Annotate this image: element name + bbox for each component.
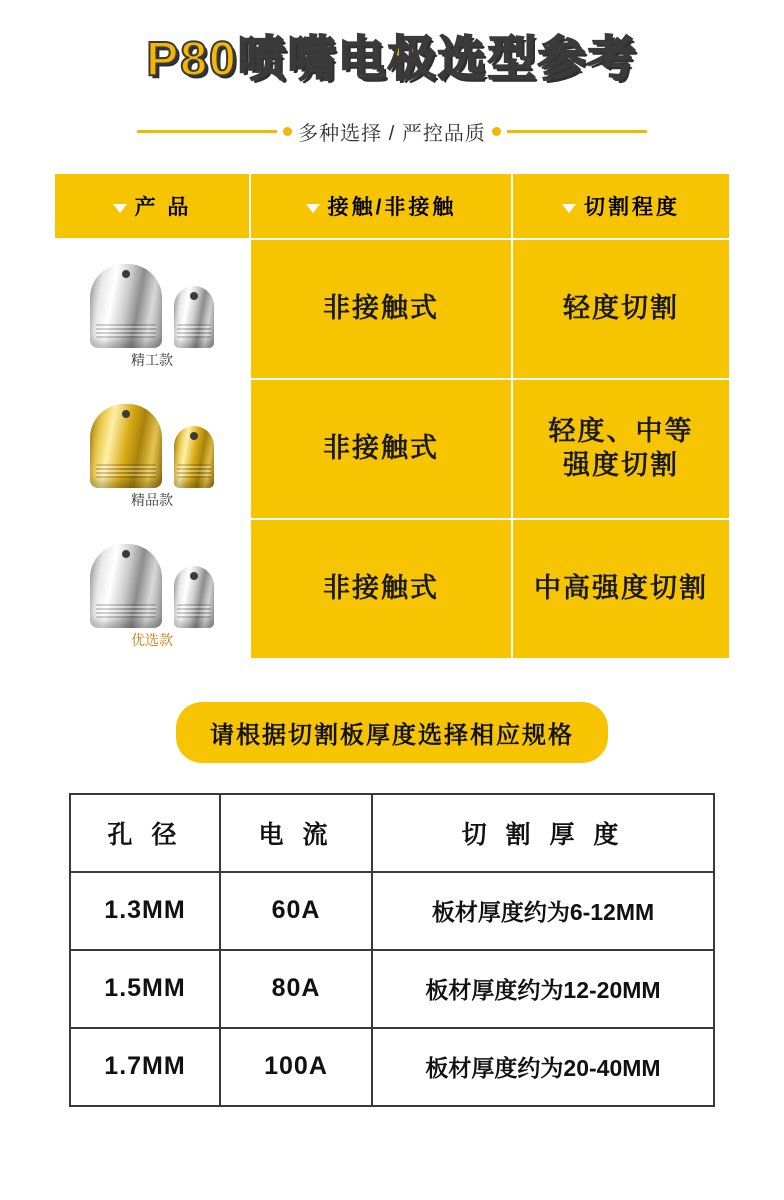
caret-down-icon bbox=[306, 204, 320, 213]
spec-current-1: 60A bbox=[220, 872, 372, 950]
product-cell-3 bbox=[54, 519, 250, 659]
contact-cell-2: 非接触式 bbox=[250, 379, 512, 519]
electrode-small-icon bbox=[174, 286, 214, 348]
spec-thickness-3: 板材厚度约为20-40MM bbox=[372, 1028, 714, 1106]
spec-thickness-1: 板材厚度约为6-12MM bbox=[372, 872, 714, 950]
nozzle-image-1 bbox=[90, 248, 214, 348]
degree-cell-2-line1: 轻度、中等 bbox=[548, 416, 694, 447]
nozzle-image-3 bbox=[90, 528, 214, 628]
degree-cell-2 bbox=[512, 379, 730, 519]
spec-thickness-2: 板材厚度约为12-20MM bbox=[372, 950, 714, 1028]
product-table-header-product bbox=[54, 173, 250, 239]
spec-bore-2: 1.5MM bbox=[70, 950, 220, 1028]
spec-bore-1: 1.3MM bbox=[70, 872, 220, 950]
spec-table-header-row bbox=[70, 794, 714, 872]
product-table-header-degree bbox=[512, 173, 730, 239]
banner-wrapper bbox=[0, 702, 784, 763]
spec-header-thickness: 切 割 厚 度 bbox=[372, 794, 714, 872]
degree-cell-2-line2: 强度切割 bbox=[563, 449, 679, 480]
product-label-2: 精品款 bbox=[131, 491, 173, 508]
nozzle-large-icon bbox=[90, 404, 162, 488]
caret-down-icon bbox=[562, 204, 576, 213]
spec-header-current: 电 流 bbox=[220, 794, 372, 872]
spec-table bbox=[69, 793, 715, 1107]
contact-cell-3: 非接触式 bbox=[250, 519, 512, 659]
product-table-header-row bbox=[54, 173, 730, 239]
header-label-contact: 接触/非接触 bbox=[327, 195, 457, 219]
table-row bbox=[70, 950, 714, 1028]
product-cell-1 bbox=[54, 239, 250, 379]
page-header bbox=[0, 0, 784, 146]
product-label-3: 优选款 bbox=[131, 631, 173, 648]
divider-dot-right bbox=[492, 127, 501, 136]
product-cell-2 bbox=[54, 379, 250, 519]
nozzle-large-icon bbox=[90, 544, 162, 628]
nozzle-large-icon bbox=[90, 264, 162, 348]
spec-header-bore: 孔 径 bbox=[70, 794, 220, 872]
nozzle-image-2 bbox=[90, 388, 214, 488]
product-table bbox=[53, 172, 731, 660]
degree-cell-1: 轻度切割 bbox=[512, 239, 730, 379]
table-row bbox=[54, 379, 730, 519]
page-subtitle: 多种选择 / 严控品质 bbox=[298, 122, 486, 145]
header-label-degree: 切割程度 bbox=[584, 195, 680, 219]
subtitle-row bbox=[0, 117, 784, 146]
caret-down-icon bbox=[113, 204, 127, 213]
contact-cell-1: 非接触式 bbox=[250, 239, 512, 379]
table-row bbox=[70, 872, 714, 950]
spec-current-3: 100A bbox=[220, 1028, 372, 1106]
header-label-product: 产 品 bbox=[134, 195, 192, 219]
degree-cell-3: 中高强度切割 bbox=[512, 519, 730, 659]
product-label-1: 精工款 bbox=[131, 351, 173, 368]
divider-line-right bbox=[507, 130, 647, 133]
electrode-small-icon bbox=[174, 566, 214, 628]
electrode-small-icon bbox=[174, 426, 214, 488]
table-row bbox=[70, 1028, 714, 1106]
divider-line-left bbox=[137, 130, 277, 133]
page-title: P80喷嘴电极选型参考 bbox=[146, 33, 638, 86]
divider-dot-left bbox=[283, 127, 292, 136]
product-table-header-contact bbox=[250, 173, 512, 239]
spec-bore-3: 1.7MM bbox=[70, 1028, 220, 1106]
table-row bbox=[54, 239, 730, 379]
spec-current-2: 80A bbox=[220, 950, 372, 1028]
selection-banner: 请根据切割板厚度选择相应规格 bbox=[176, 702, 608, 763]
table-row bbox=[54, 519, 730, 659]
